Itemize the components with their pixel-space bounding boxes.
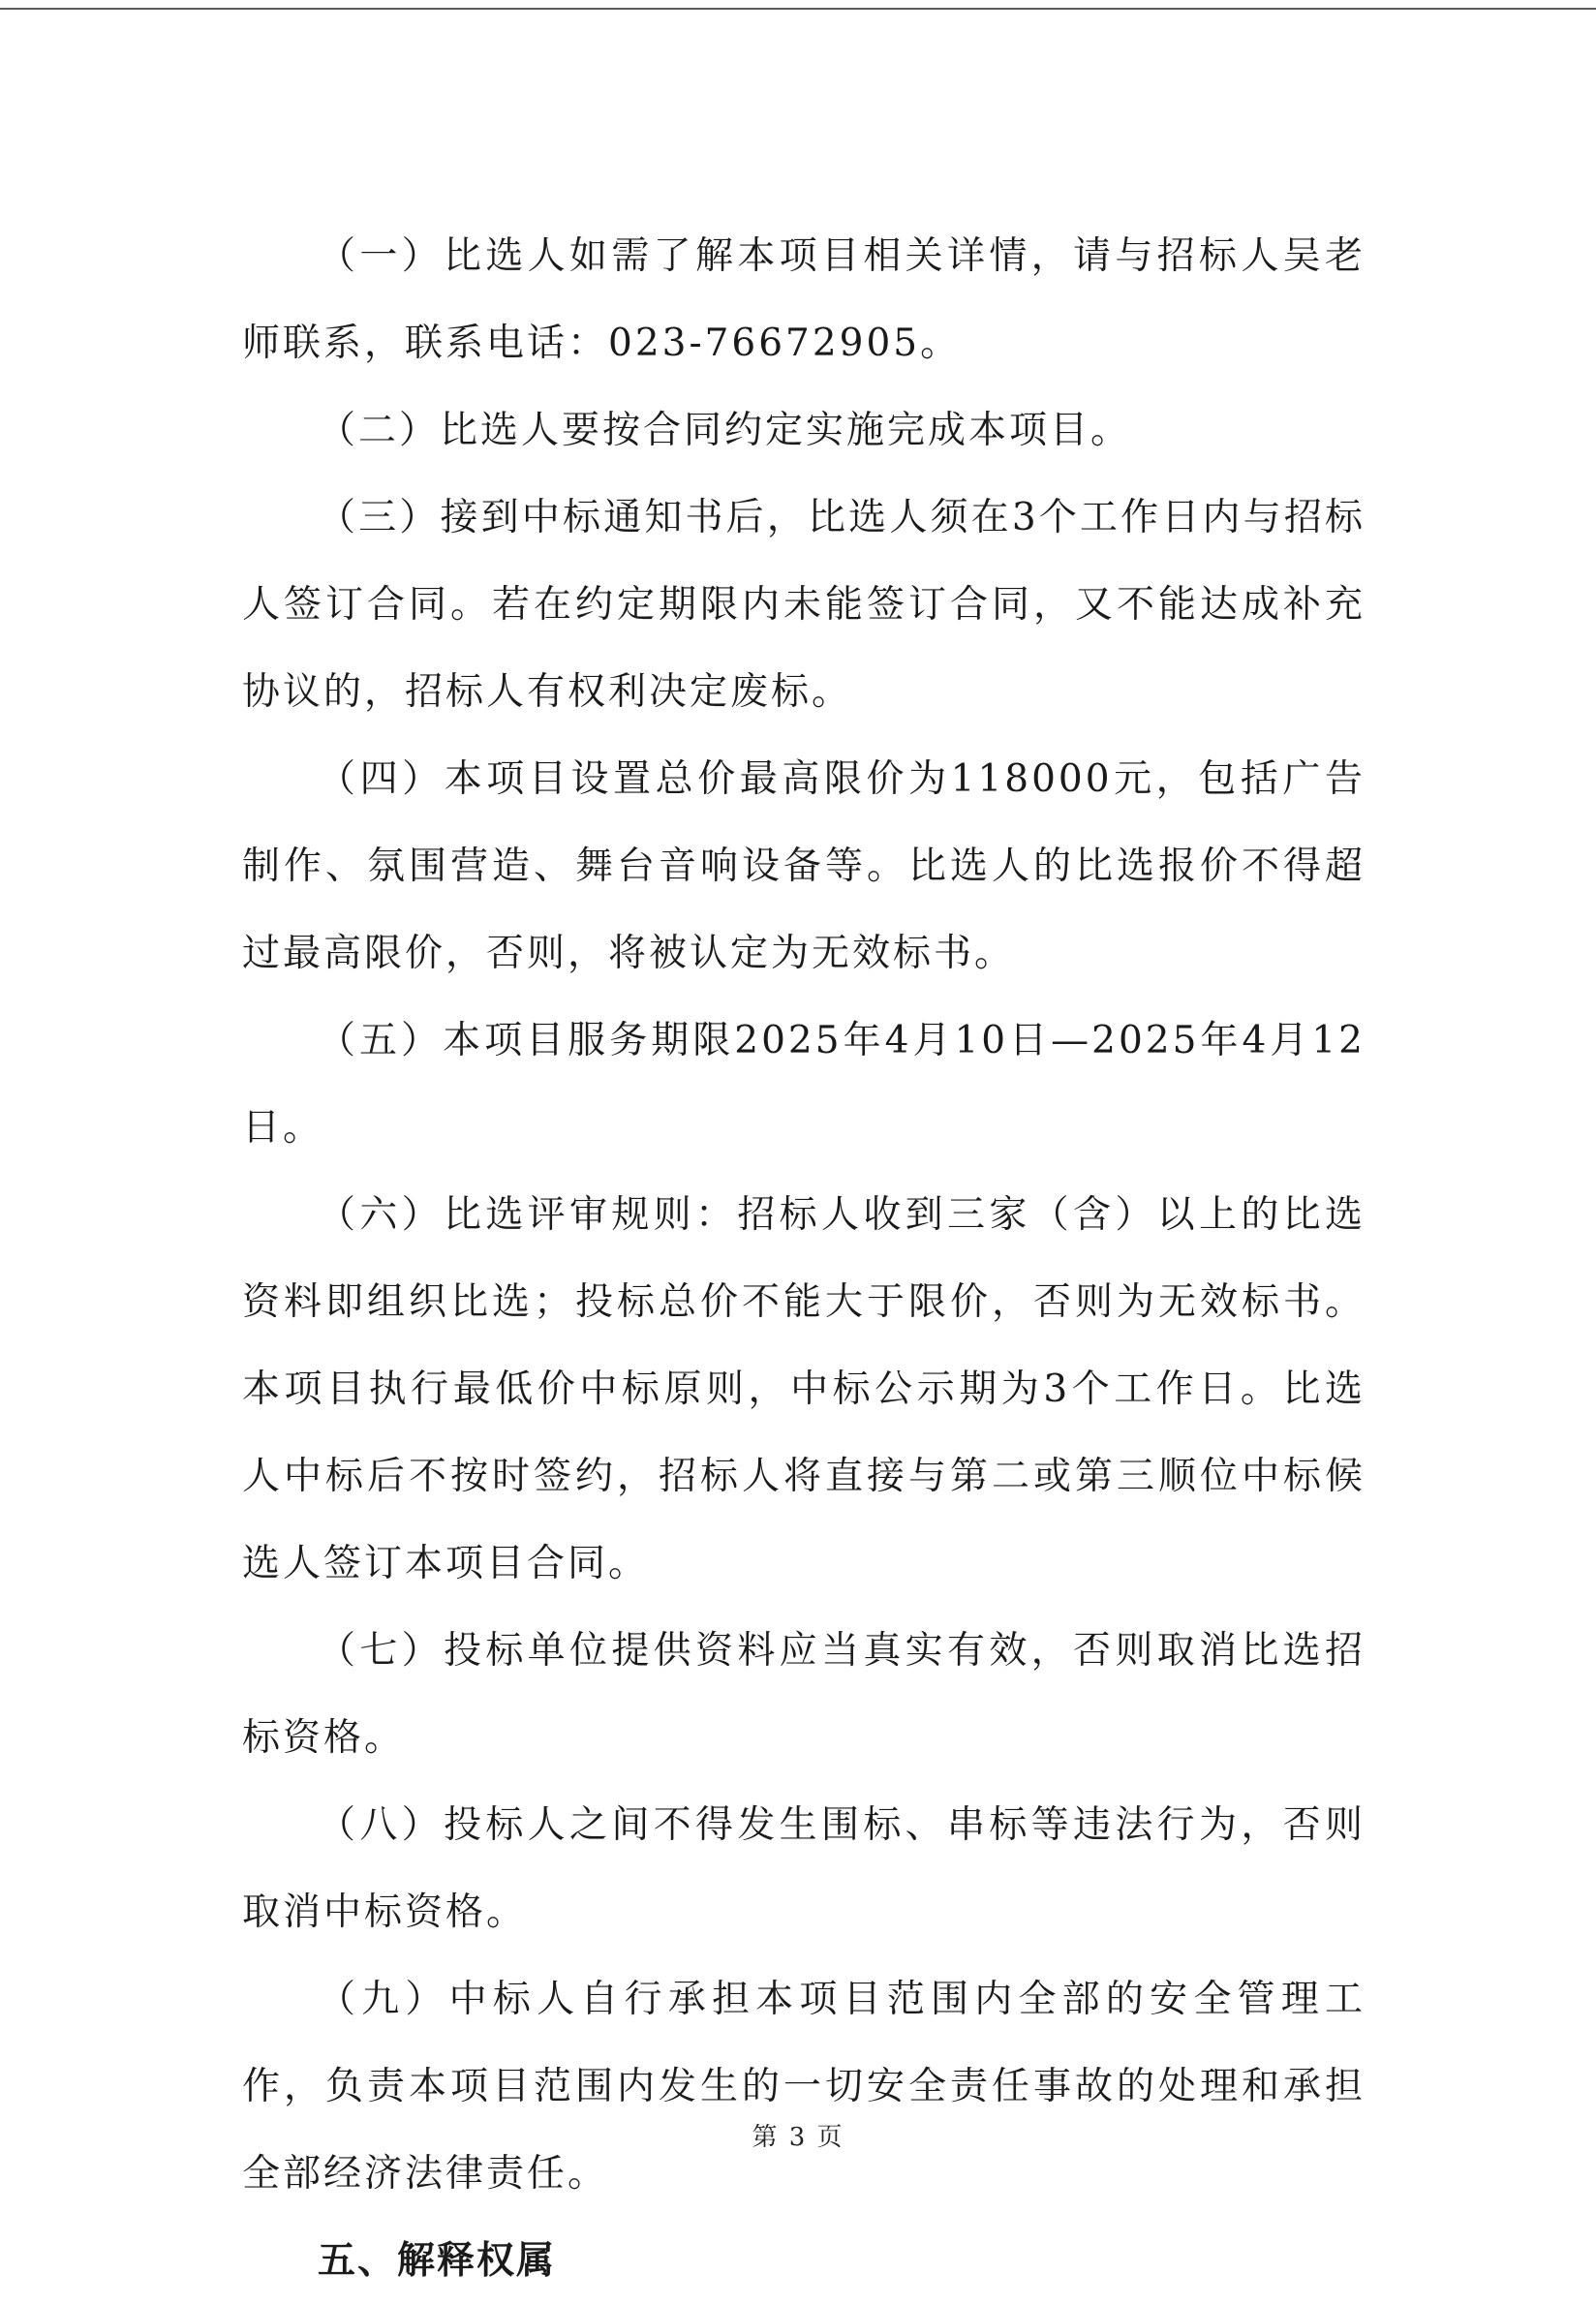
paragraph-item-2: （二）比选人要按合同约定实施完成本项目。 (318, 409, 1132, 452)
paragraph-item-9: （九）中标人自行承担本项目范围内全部的安全管理工作，负责本项目范围内发生的一切安全责任事故的处理和承担全部经济法律责任。 (242, 1978, 1366, 2196)
paragraph-item-6: （六）比选评审规则：招标人收到三家（含）以上的比选资料即组织比选；投标总价不能大于限价，否则为无效标书。本项目执行最低价中标原则，中标公示期为3个工作日。比选人中标后不按时签约，招标人将直接与第二或第三顺位中标候选人签订本项目合同。 (242, 1193, 1366, 1585)
paragraph-item-4: （四）本项目设置总价最高限价为118000元，包括广告制作、氛围营造、舞台音响设备等。比选人的比选报价不得超过最高限价，否则，将被认定为无效标书。 (242, 757, 1366, 975)
paragraph-item-3: （三）接到中标通知书后，比选人须在3个工作日内与招标人签订合同。若在约定期限内未能签订合同，又不能达成补充协议的，招标人有权利决定废标。 (242, 496, 1366, 714)
paragraph-item-7: （七）投标单位提供资料应当真实有效，否则取消比选招标资格。 (242, 1629, 1366, 1760)
paragraph-item-1: （一）比选人如需了解本项目相关详情，请与招标人吴老师联系，联系电话：023-76672905。 (242, 234, 1366, 365)
section-heading: 五、解释权属 (318, 2239, 557, 2283)
scan-top-border (0, 8, 1596, 10)
page-number: 第 3 页 (752, 2123, 844, 2152)
paragraph-item-8: （八）投标人之间不得发生围标、串标等违法行为，否则取消中标资格。 (242, 1803, 1366, 1934)
document-body (242, 213, 1366, 2305)
paragraph-item-5: （五）本项目服务期限2025年4月10日—2025年4月12日。 (242, 1019, 1366, 1150)
